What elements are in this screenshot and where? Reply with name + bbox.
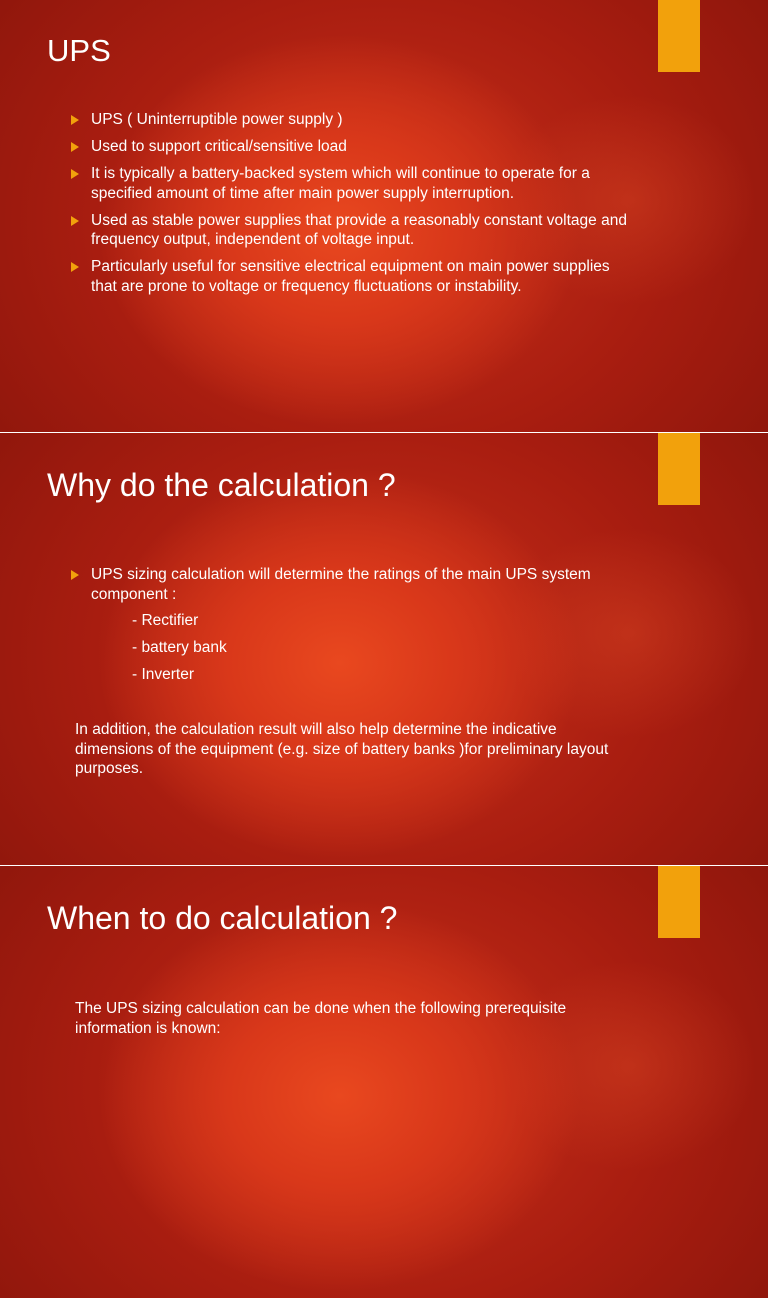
accent-bar <box>658 866 700 938</box>
triangle-bullet-icon <box>71 142 79 152</box>
bullet-text: It is typically a battery-backed system which will continue to operate for a specified amount of time after main power supply interruption. <box>91 165 590 202</box>
slide-title: UPS <box>47 33 111 68</box>
triangle-bullet-icon <box>71 262 79 272</box>
triangle-bullet-icon <box>71 115 79 125</box>
triangle-bullet-icon <box>71 216 79 226</box>
bullet-text: UPS ( Uninterruptible power supply ) <box>91 111 343 128</box>
slide-why-calculation <box>0 433 768 865</box>
component-item: - Rectifier <box>132 612 199 629</box>
component-item: - battery bank <box>132 639 227 656</box>
bullet-text: Used as stable power supplies that provide a reasonably constant voltage and frequency output, independent of voltage input. <box>91 211 627 248</box>
bullet-list <box>68 110 628 304</box>
body-paragraph: In addition, the calculation result will also help determine the indicative dimensions of the equipment (e.g. size of battery banks )for preliminary layout purposes. <box>75 721 609 777</box>
slide-when-calculation <box>0 866 768 1298</box>
slide-title: When to do calculation ? <box>47 900 398 936</box>
triangle-bullet-icon <box>71 570 79 580</box>
component-item: - Inverter <box>132 666 195 683</box>
component-list <box>132 611 227 692</box>
slide-title: Why do the calculation ? <box>47 467 396 503</box>
accent-bar <box>658 0 700 72</box>
bullet-item <box>68 257 628 296</box>
bullet-text: UPS sizing calculation will determine the ratings of the main UPS system component : <box>91 566 591 603</box>
accent-bar <box>658 433 700 505</box>
bullet-text: Used to support critical/sensitive load <box>91 138 347 155</box>
bullet-text: Particularly useful for sensitive electrical equipment on main power supplies that are prone to voltage or frequency fluctuations or instability. <box>91 258 610 295</box>
slide-ups <box>0 0 768 432</box>
bullet-list <box>68 565 608 612</box>
bullet-item <box>68 211 628 250</box>
bullet-item <box>68 164 628 203</box>
body-paragraph: The UPS sizing calculation can be done when the following prerequisite information is known: <box>75 1000 567 1037</box>
triangle-bullet-icon <box>71 169 79 179</box>
bullet-item <box>68 110 628 130</box>
bullet-item <box>68 137 628 157</box>
bullet-item <box>68 565 608 604</box>
